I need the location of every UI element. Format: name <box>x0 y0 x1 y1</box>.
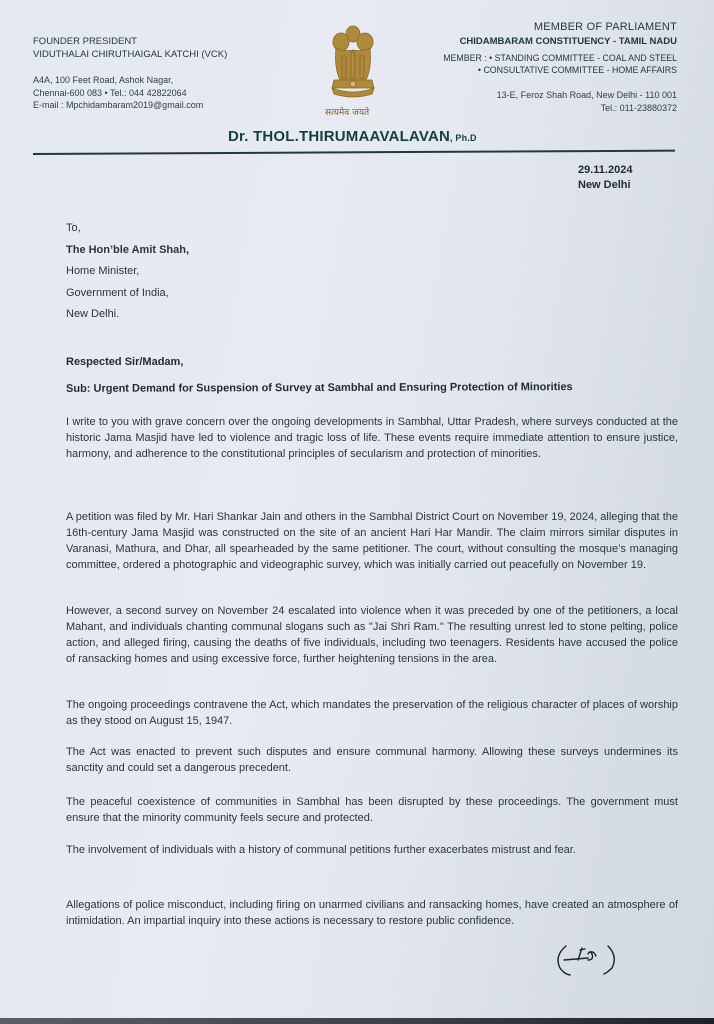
letter-date: 29.11.2024 <box>578 164 633 176</box>
recipient-to: To, <box>66 222 81 234</box>
letter-place: New Delhi <box>578 179 631 191</box>
paragraph: The peaceful coexistence of communities in Sambhal has been disrupted by these proceedings. The government must ensure that the minority community feels secure and protected. <box>66 796 678 824</box>
letterhead-divider <box>33 150 675 155</box>
subject-line: Sub: Urgent Demand for Suspension of Survey at Sambhal and Ensuring Protection of Minorities <box>65 381 573 395</box>
chennai-address-tel: Chennai-600 083 • Tel.: 044 42822064 <box>33 87 187 98</box>
paragraph: I write to you with grave concern over the ongoing developments in Sambhal, Uttar Pradesh, where surveys conducted at the historic Jama Masjid have led to violence and tragic loss of life. These events require immediate attention to ensure justice, harmony, and adherence to the constitutional principles of secularism and protection of minorities. <box>66 416 678 460</box>
founder-title: FOUNDER PRESIDENT <box>33 36 137 47</box>
party-name: VIDUTHALAI CHIRUTHAIGAL KATCHI (VCK) <box>33 49 228 60</box>
delhi-address: 13-E, Feroz Shah Road, New Delhi - 110 001 <box>496 90 677 100</box>
date-block <box>578 163 632 193</box>
paragraph: However, a second survey on November 24 escalated into violence when it was preceded by one of the petitioners, a local Mahant, and individuals chanting communal slogans such as "Jai Shri Ram." The resulting unrest led to stone pelting, police action, and alleged firing, causing the deaths of five individuals, including two teenagers. Residents have accused the police of ransacking homes and using excessive force, further heightening tensions in the area. <box>66 605 678 665</box>
recipient-block <box>66 218 189 326</box>
paragraph: A petition was filed by Mr. Hari Shankar Jain and others in the Sambhal District Court on November 19, 2024, alleging that the 16th-century Jama Masjid was constructed on the site of an ancient Hari Har Mandir. The claim mirrors similar disputes in Varanasi, Mathura, and Dhar, all spearheaded by the same petitioner. The court, without consulting the mosque’s managing committee, ordered a photographic and videographic survey, which was initially carried out peacefully on November 19. <box>66 511 678 571</box>
delhi-tel: Tel.: 011-23880372 <box>600 103 677 113</box>
sender-degree: , Ph.D <box>450 133 477 143</box>
recipient-org: Government of India, <box>66 286 169 299</box>
recipient-designation: Home Minister, <box>66 265 140 277</box>
constituency: CHIDAMBARAM CONSTITUENCY - TAMIL NADU <box>459 36 677 47</box>
chennai-address: A4A, 100 Feet Road, Ashok Nagar, <box>33 75 174 85</box>
letterhead-right <box>443 20 677 115</box>
sender-name-text: Dr. THOL.THIRUMAAVALAVAN <box>228 128 451 145</box>
committee-consultative: • CONSULTATIVE COMMITTEE - HOME AFFAIRS <box>477 65 677 75</box>
national-emblem-icon <box>322 22 384 114</box>
committee-standing: MEMBER : • STANDING COMMITTEE - COAL AND STEEL <box>443 53 677 63</box>
handwritten-signature-icon <box>552 938 622 978</box>
letterhead-left <box>33 35 227 112</box>
page-bottom-edge <box>0 1018 714 1024</box>
salutation: Respected Sir/Madam, <box>66 356 184 368</box>
recipient-city: New Delhi. <box>66 308 120 320</box>
recipient-name: The Hon’ble Amit Shah, <box>66 243 190 256</box>
mp-title: MEMBER OF PARLIAMENT <box>533 21 677 33</box>
sender-name <box>228 128 477 145</box>
paragraph: The ongoing proceedings contravene the Act, which mandates the preservation of the religious character of places of worship as they stood on August 15, 1947. <box>66 699 678 727</box>
paragraph: The Act was enacted to prevent such disputes and ensure communal harmony. Allowing these surveys undermines its sanctity and could set a dangerous precedent. <box>66 746 678 774</box>
email: E-mail : Mpchidambaram2019@gmail.com <box>33 100 204 110</box>
emblem-motto: सत्यमेव जयते <box>325 108 370 118</box>
paragraph: Allegations of police misconduct, including firing on unarmed civilians and ransacking homes, have created an atmosphere of intimidation. An impartial inquiry into these actions is necessary to restore public confidence. <box>66 899 678 927</box>
paragraph: The involvement of individuals with a history of communal petitions further exacerbates mistrust and fear. <box>66 844 576 856</box>
